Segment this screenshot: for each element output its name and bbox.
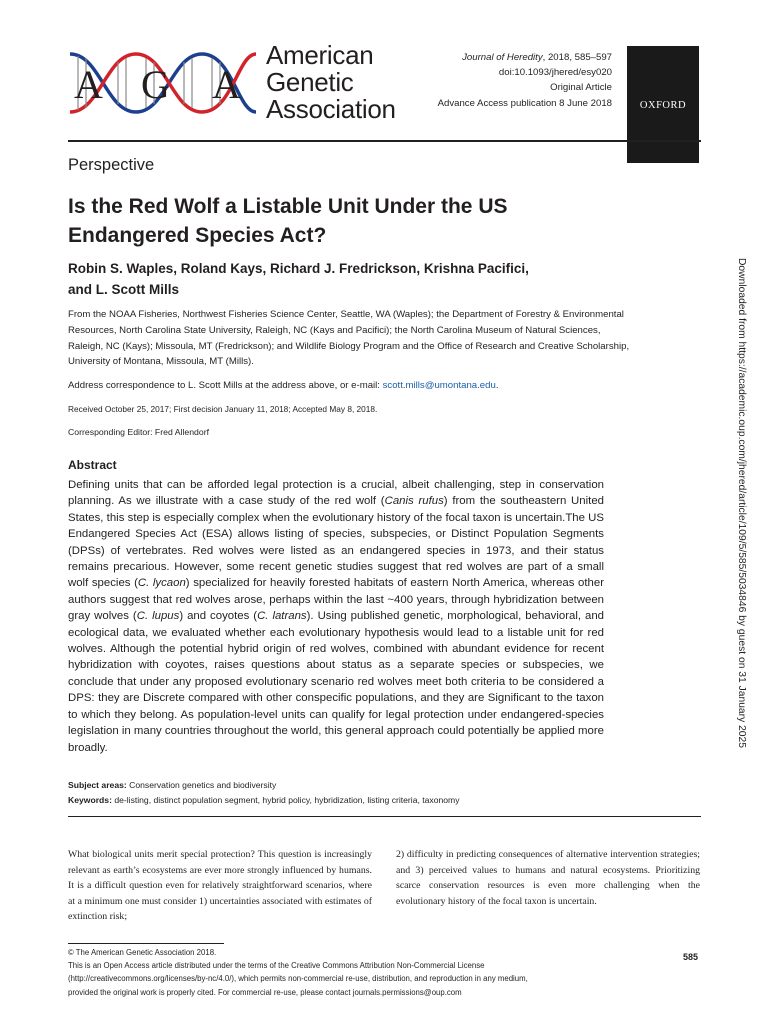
logo-letter-g: G	[141, 62, 170, 107]
body-column-left: What biological units merit special protection? This question is increasingly relevant as earth’s ecosystems are ever more strongly influenced by humans. It is a difficult question even for relatively straightforward scenarios, where at a minimum one must consider 1) uncertainties associated with estimates of extinction risk;	[68, 849, 372, 923]
correspondence	[68, 380, 634, 391]
abstract-segment: Defining units that can be afforded legal protection is a crucial, albeit challenging, step in conservation planning. As we illustrate with a case study of the red wolf (	[68, 479, 604, 508]
article-title: Is the Red Wolf a Listable Unit Under the US Endangered Species Act?	[68, 195, 508, 247]
correspondence-text: Address correspondence to L. Scott Mills at the address above, or e-mail:	[68, 380, 383, 391]
journal-volume-pages: , 2018, 585–597	[542, 52, 612, 63]
org-name-line: American	[266, 40, 374, 70]
species-name: C. lycaon	[137, 577, 186, 590]
organization-name	[266, 42, 396, 123]
publication-date: Advance Access publication 8 June 2018	[437, 97, 612, 109]
aga-logo	[68, 40, 258, 126]
keywords	[68, 795, 460, 805]
abstract-segment: ) specialized for heavily forested habitats of eastern North America, whereas other authors suggest that red wolves arose, perhaps within the last ~400 years, through hybridization between gray wolves (	[68, 577, 604, 623]
license-line: (http://creativecommons.org/licenses/by-nc/4.0/), which permits non-commercial re-use, distribution, and reproduction in any medium,	[68, 974, 528, 984]
correspondence-email-link[interactable]: scott.mills@umontana.edu	[382, 380, 496, 391]
oxford-logo	[627, 46, 699, 163]
authors-line: Robin S. Waples, Roland Kays, Richard J. Fredrickson, Krishna Pacifici,	[68, 261, 529, 276]
abstract-segment: ). Using published genetic, morphological, behavioral, and ecological data, we evaluated whether each evolutionary hypothesis would lead to a listable unit for red wolves. Although the potential hybrid origin of red wolves, combined with abundant evidence for recent hybridization with coyotes, raises questions about status as a separate species or subspecies, we conclude that under any proposed evolutionary scenario red wolves meet both criteria to be considered a DPS: they are Discrete compared with other conspecific populations, and they are Significant to the taxon to which they belong. As population-level units can qualify for legal protection under endangered-species legislation in many countries throughout the world, this general approach could potentially be applied more broadly.	[68, 610, 605, 754]
author-list	[68, 258, 628, 300]
body-column-right: 2) difficulty in predicting consequences of alternative intervention strategies; and 3) perceived values to humans and natural ecosystems. Prioritizing scarce conservation resources is even more challenging when the evolutionary history of the focal taxon is uncertain.	[396, 849, 700, 907]
download-watermark	[735, 258, 749, 770]
authors-line: and L. Scott Mills	[68, 282, 180, 297]
publisher-name: OXFORD	[639, 100, 687, 111]
header-divider	[68, 140, 701, 142]
dna-helix-icon	[68, 40, 258, 126]
subject-label: Subject areas:	[68, 780, 127, 790]
abstract-text	[68, 477, 604, 756]
abstract-segment: ) and coyotes (	[179, 610, 258, 623]
copyright: © The American Genetic Association 2018.	[68, 948, 217, 957]
species-name: Canis rufus	[384, 495, 444, 508]
license-footer	[68, 946, 588, 999]
org-name-line: Genetic	[266, 67, 354, 97]
species-name: C. lupus	[136, 610, 180, 623]
journal-metadata	[438, 50, 612, 111]
keywords-label: Keywords:	[68, 795, 112, 805]
section-divider	[68, 816, 701, 817]
correspondence-end: .	[495, 380, 499, 391]
species-name: C. latrans	[257, 610, 307, 623]
corresponding-editor: Corresponding Editor: Fred Allendorf	[68, 427, 210, 437]
download-note: Downloaded from https://academic.oup.com/jhered/article/109/5/585/5034846 by guest on 31 January 2025	[736, 258, 747, 748]
license-line: provided the original work is properly cited. For commercial re-use, please contact journals.permissions@oup.com	[68, 987, 462, 997]
org-name-line: Association	[266, 94, 396, 124]
footer-divider	[68, 943, 224, 944]
article-dates: Received October 25, 2017; First decision January 11, 2018; Accepted May 8, 2018.	[68, 404, 378, 414]
subject-areas	[68, 780, 276, 790]
abstract-heading: Abstract	[68, 458, 117, 472]
keywords-value: de-listing, distinct population segment, hybrid policy, hybridization, listing criteria, taxonomy	[111, 795, 460, 805]
subject-value: Conservation genetics and biodiversity	[126, 780, 277, 790]
page-number: 585	[682, 952, 698, 962]
journal-citation	[438, 50, 612, 65]
doi[interactable]: doi:10.1093/jhered/esy020	[498, 67, 612, 79]
affiliations: From the NOAA Fisheries, Northwest Fisheries Science Center, Seattle, WA (Waples); the Department of Forestry & Environmental Resources, North Carolina State University, Raleigh, NC (Kays and Pacifici); the North Carolina Museum of Natural Sciences, Raleigh, NC (Kays); Missoula, MT (Fredrickson); and Wildlife Biology Program and the Office of Research and Creative Scholarship, University of Montana, Missoula, MT (Mills).	[68, 309, 630, 368]
article-type: Original Article	[550, 82, 612, 94]
section-label: Perspective	[68, 156, 155, 174]
abstract-segment: ) from the southeastern United States, this step is especially complex when the evolutionary history of the focal taxon is uncertain.The US Endangered Species Act (ESA) allows listing of species, subspecies, or Distinct Population Segments (DPSs) of vertebrates. Red wolves were listed as an endangered species in 1973, and their status remains precarious. However, some recent genetic studies suggest that red wolves are part of a small wolf species (	[68, 495, 604, 590]
logo-letter-a2: A	[212, 62, 241, 107]
logo-letter-a1: A	[74, 62, 103, 107]
journal-name: Journal of Heredity	[462, 52, 543, 63]
license-line: This is an Open Access article distributed under the terms of the Creative Commons Attribution Non-Commercial License	[68, 961, 485, 971]
